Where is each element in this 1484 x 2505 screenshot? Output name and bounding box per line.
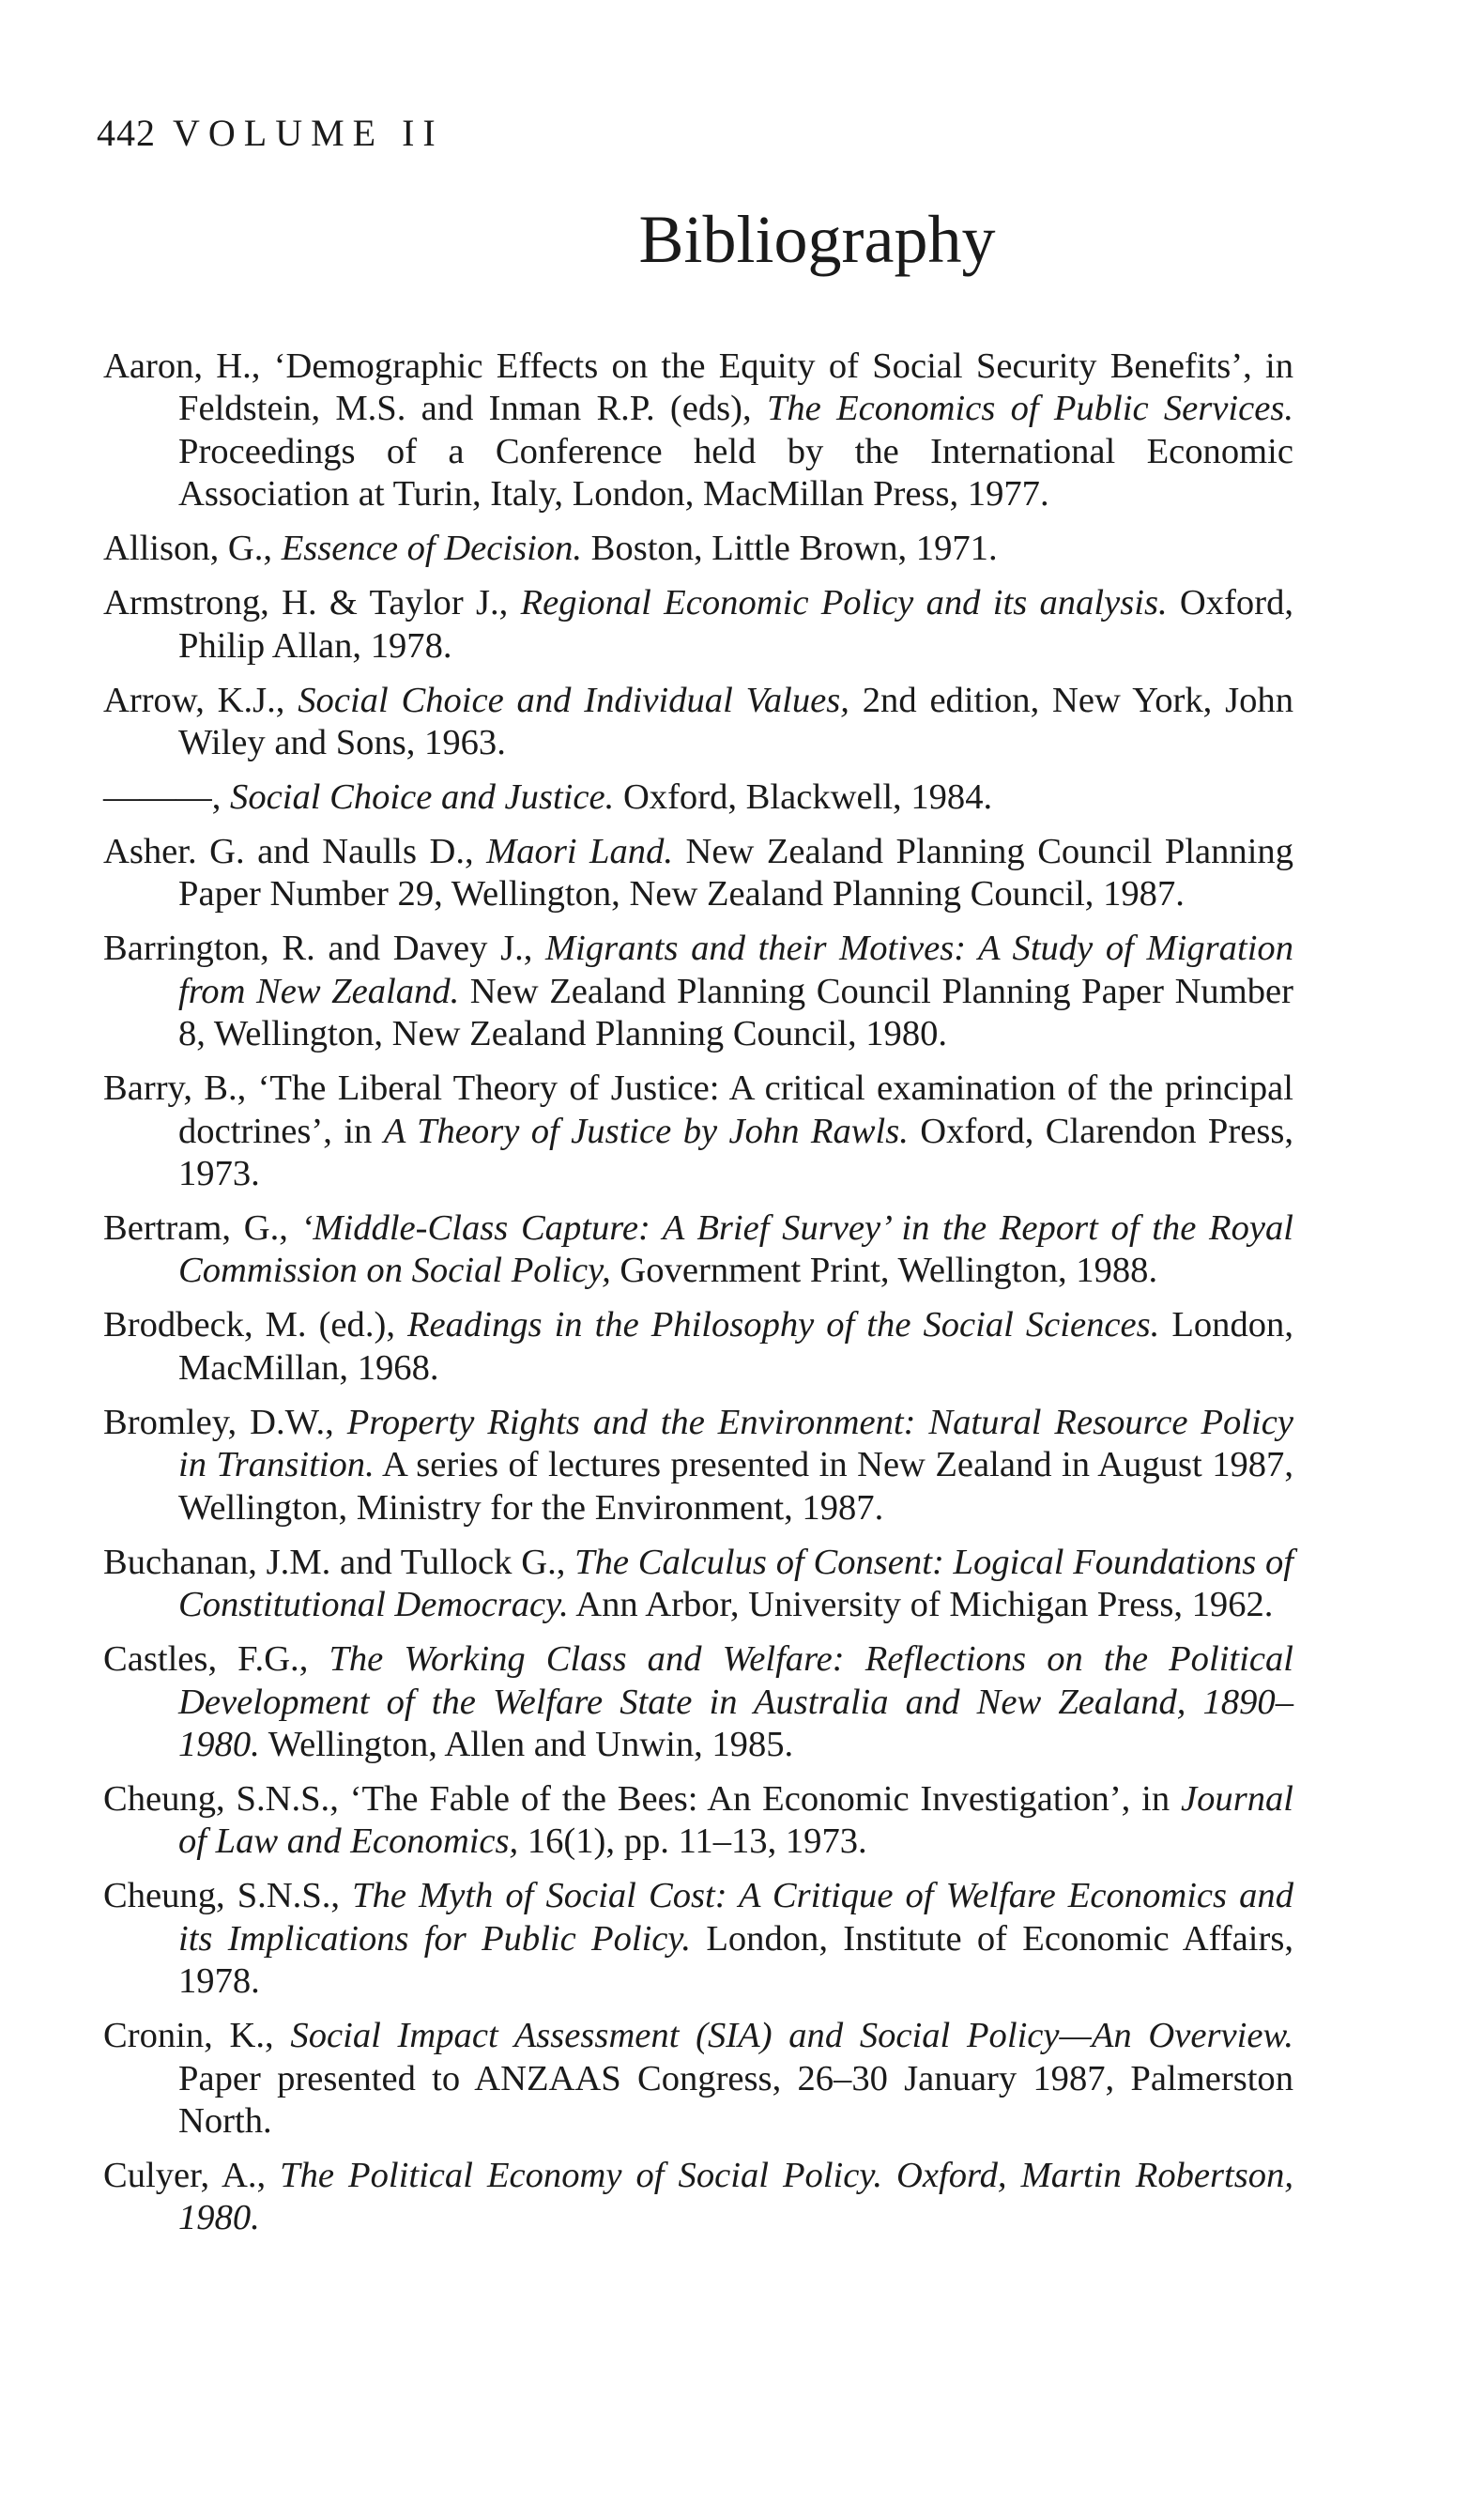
bibliography-entry: [103, 1542, 1293, 1627]
entry-post: Oxford, Philip Allan, 1978.: [178, 583, 1293, 666]
bibliography-entry: [103, 831, 1293, 916]
entry-title: The Myth of Social Cost: A Critique of Welfare Economics and its Implications for Public Policy.: [178, 1876, 1294, 1959]
entry-post: London, MacMillan, 1968.: [178, 1305, 1293, 1388]
entry-post: Oxford, Clarendon Press, 1973.: [178, 1111, 1293, 1194]
entry-pre: ‘The Liberal Theory of Justice: A critical examination of the principal doctrines’, in: [178, 1068, 1293, 1151]
entry-post: Oxford, Blackwell, 1984.: [614, 777, 993, 818]
entry-author: Armstrong, H. & Taylor J.,: [103, 583, 521, 623]
entry-title: Social Impact Assessment (SIA) and Social Policy—An Overview.: [290, 2016, 1294, 2056]
entry-title: Property Rights and the Environment: Natural Resource Policy in Transition.: [178, 1402, 1293, 1485]
entry-pre: ‘Demographic Effects on the Equity of Social Security Benefits’, in Feldstein, M.S. and Inman R.P. (eds),: [178, 346, 1294, 429]
bibliography-list: [103, 346, 1293, 2251]
bibliography-entry: [103, 582, 1293, 668]
entry-title: Journal of Law and Economics,: [178, 1778, 1294, 1862]
entry-author: Arrow, K.J.,: [103, 680, 298, 720]
entry-title: Maori Land.: [486, 832, 674, 872]
entry-author-dash: ———,: [103, 777, 231, 818]
entry-title: The Working Class and Welfare: Reflections on the Political Development of the Welfare State in Australia and New Zealand, 1890–1980.: [178, 1639, 1293, 1764]
bibliography-entry: [103, 1875, 1293, 2003]
entry-author: Cronin, K.,: [103, 2016, 291, 2056]
entry-post: London, Institute of Economic Affairs, 1978.: [178, 1918, 1293, 2002]
bibliography-entry: [103, 1068, 1293, 1195]
entry-author: Brodbeck, M. (ed.),: [103, 1305, 407, 1345]
entry-author: Castles, F.G.,: [103, 1639, 329, 1680]
bibliography-entry: [103, 1207, 1293, 1293]
entry-pre: ‘The Fable of the Bees: An Economic Investigation’, in: [349, 1778, 1181, 1819]
bibliography-entry: [103, 528, 1293, 570]
page-number: 442: [97, 112, 156, 154]
bibliography-entry: [103, 1638, 1293, 1766]
bibliography-entry: [103, 928, 1293, 1055]
entry-title: A Theory of Justice by John Rawls.: [383, 1111, 909, 1151]
bibliography-entry: [103, 346, 1293, 516]
entry-author: Barry, B.,: [103, 1068, 258, 1109]
bibliography-entry: [103, 680, 1293, 765]
entry-author: Buchanan, J.M. and Tullock G.,: [103, 1542, 575, 1582]
entry-title: ‘Middle-Class Capture: A Brief Survey’ in the Report of the Royal Commission on Social Policy,: [178, 1208, 1293, 1291]
entry-author: Culyer, A.,: [103, 2155, 281, 2195]
bibliography-entry: [103, 1304, 1293, 1390]
entry-author: Bromley, D.W.,: [103, 1402, 347, 1442]
bibliography-entry: [103, 2015, 1293, 2143]
entry-post: Paper presented to ANZAAS Congress, 26–30 January 1987, Palmerston North.: [178, 2058, 1293, 2141]
entry-post: Wellington, Allen and Unwin, 1985.: [259, 1724, 794, 1764]
entry-author: Cheung, S.N.S.,: [103, 1876, 353, 1916]
entry-author: Asher. G. and Naulls D.,: [103, 832, 487, 872]
entry-post: Government Print, Wellington, 1988.: [610, 1251, 1158, 1291]
bibliography-entry: [103, 776, 1293, 819]
entry-title: Regional Economic Policy and its analysis.: [520, 583, 1168, 623]
entry-author: Cheung, S.N.S.,: [103, 1778, 350, 1819]
entry-title: The Calculus of Consent: Logical Foundations of Constitutional Democracy.: [178, 1542, 1294, 1625]
entry-post: A series of lectures presented in New Zealand in August 1987, Wellington, Ministry for the Environment, 1987.: [178, 1445, 1293, 1528]
entry-title: The Political Economy of Social Policy. Oxford, Martin Robertson, 1980.: [178, 2155, 1294, 2238]
entry-title: Social Choice and Justice.: [230, 777, 615, 818]
entry-author: Allison, G.,: [103, 529, 282, 569]
entry-post: 16(1), pp. 11–13, 1973.: [518, 1821, 867, 1862]
bibliography-entry: [103, 1778, 1293, 1864]
bibliography-entry: [103, 1402, 1293, 1529]
entry-title: Migrants and their Motives: A Study of Migration from New Zealand.: [178, 929, 1293, 1011]
entry-post: New Zealand Planning Council Planning Paper Number 8, Wellington, New Zealand Planning Council, 1980.: [178, 971, 1293, 1054]
volume-label: VOLUME II: [173, 112, 444, 154]
running-head: [97, 111, 444, 156]
bibliography-entry: [103, 2155, 1293, 2240]
entry-title: Social Choice and Individual Values,: [298, 680, 849, 720]
entry-title: The Economics of Public Services.: [766, 389, 1293, 429]
page-title: Bibliography: [638, 202, 996, 277]
entry-post: Boston, Little Brown, 1971.: [582, 529, 998, 569]
entry-post: Proceedings of a Conference held by the International Economic Association at Turin, Italy, London, MacMillan Press, 1977.: [178, 431, 1293, 515]
entry-post: Ann Arbor, University of Michigan Press, 1962.: [568, 1585, 1274, 1625]
entry-title: Essence of Decision.: [281, 529, 583, 569]
entry-post: New Zealand Planning Council Planning Paper Number 29, Wellington, New Zealand Planning Council, 1987.: [178, 832, 1294, 914]
entry-author: Bertram, G.,: [103, 1208, 301, 1249]
entry-author: Barrington, R. and Davey J.,: [103, 929, 546, 969]
entry-title: Readings in the Philosophy of the Social Sciences.: [406, 1305, 1160, 1345]
entry-author: Aaron, H.,: [103, 346, 274, 386]
entry-post: 2nd edition, New York, John Wiley and Sons, 1963.: [178, 680, 1293, 763]
